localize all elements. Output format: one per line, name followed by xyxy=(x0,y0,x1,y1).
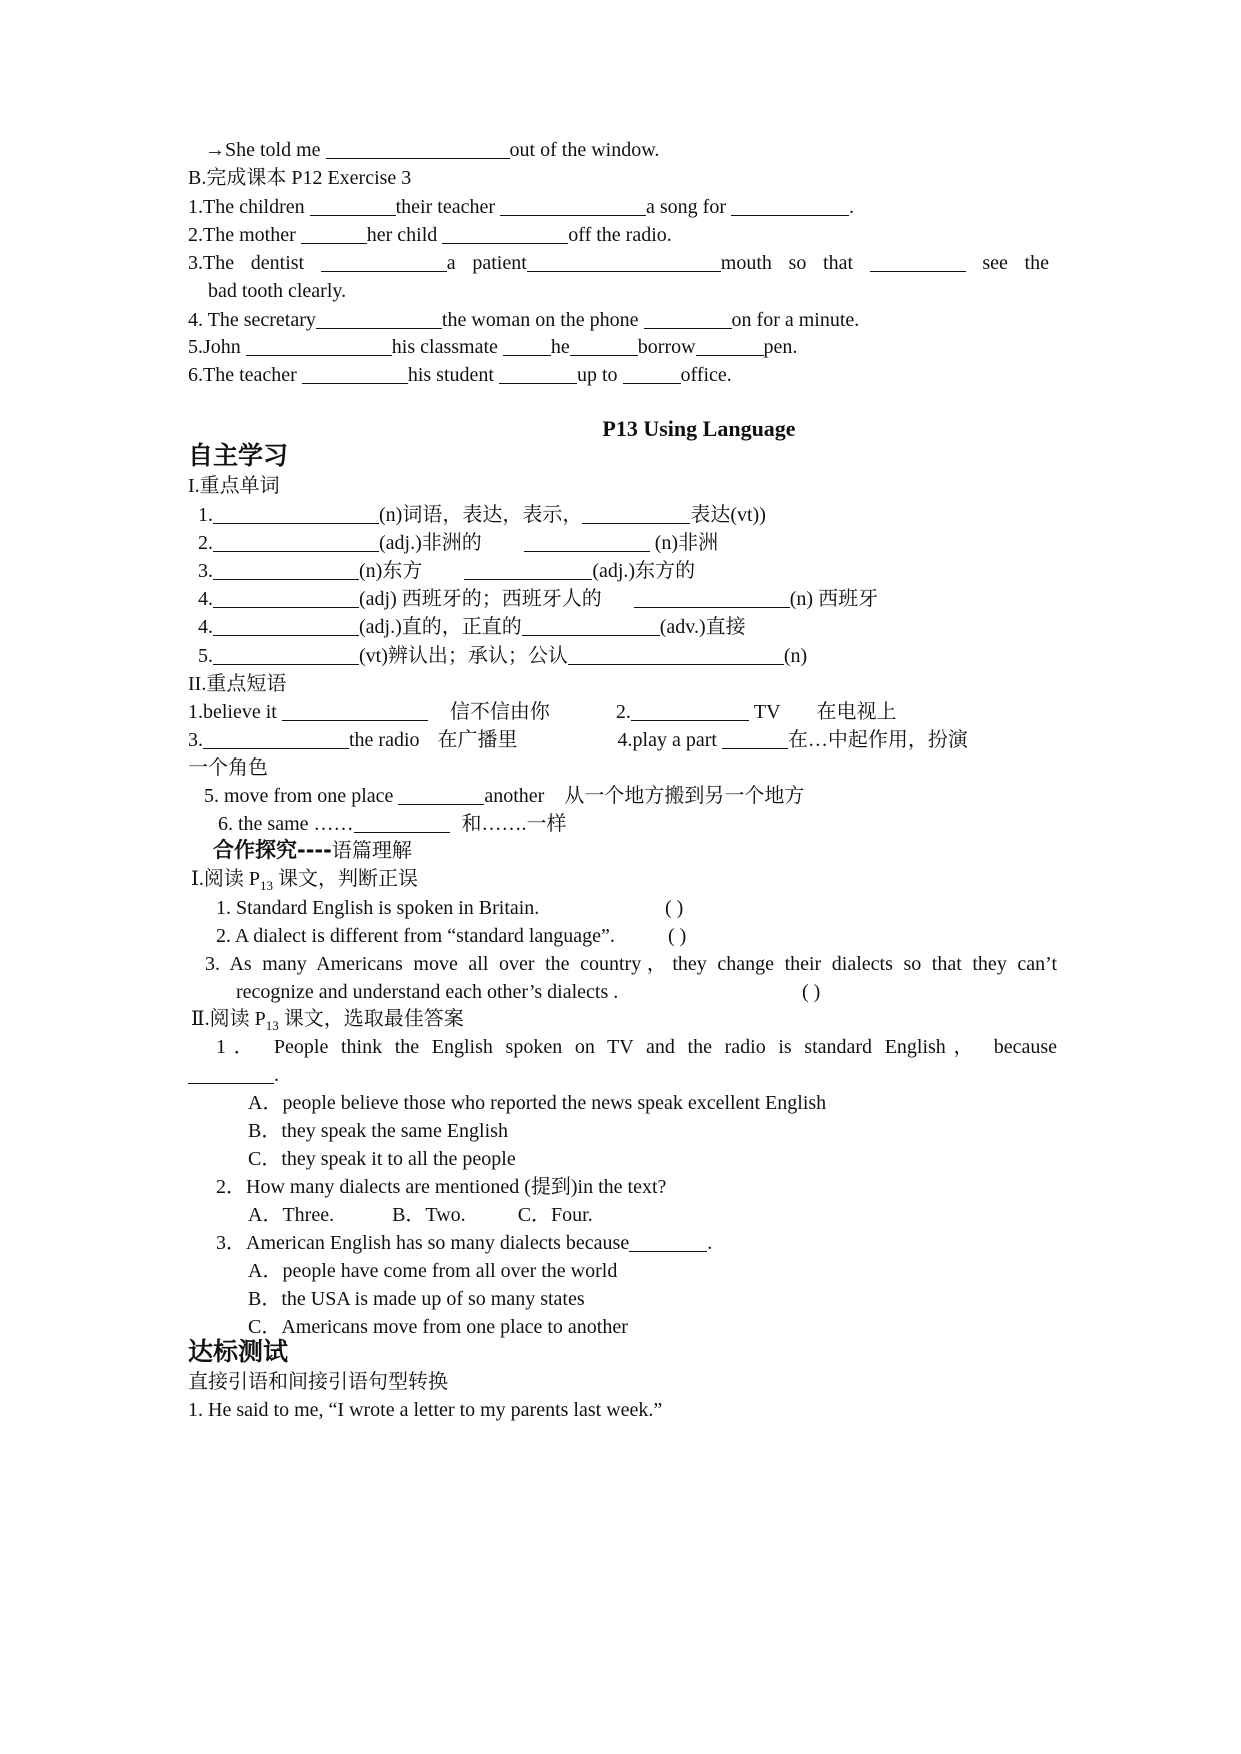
answer-blank[interactable] xyxy=(568,644,784,665)
answer-blank[interactable] xyxy=(582,503,690,524)
exercise-item: 5.John his classmate he borrow pen. xyxy=(188,336,798,358)
answer-blank[interactable] xyxy=(302,363,408,384)
exercise-item: 2.The mother her child off the radio. xyxy=(188,224,672,246)
answer-blank[interactable] xyxy=(503,335,551,356)
answer-blank[interactable] xyxy=(213,615,359,636)
answer-blank[interactable] xyxy=(213,644,359,665)
coop-heading: 合作探究----语篇理解 xyxy=(213,838,412,862)
answer-blank[interactable] xyxy=(246,335,392,356)
true-false-item: 3. As many Americans move all over the country，they change their dialects so that they can’t xyxy=(205,953,1057,975)
self-study-heading: 自主学习 xyxy=(188,441,289,470)
answer-blank[interactable] xyxy=(499,363,577,384)
answer-blank[interactable] xyxy=(722,728,788,749)
phrase-row: 1.believe it 信不信由你 2. TV 在电视上 xyxy=(188,701,897,723)
true-false-item-continued: recognize and understand each other’s dialects . ( ) xyxy=(236,978,1106,1006)
answer-blank[interactable] xyxy=(188,1063,274,1084)
answer-blank[interactable] xyxy=(213,559,359,580)
test-question: 1. He said to me, “I wrote a letter to my parents last week.” xyxy=(188,1399,663,1421)
arrow-sentence: →She told me out of the window. xyxy=(205,139,660,161)
vocab-item: 1. (n)词语，表达，表示， 表达(vt)) xyxy=(198,504,766,526)
option[interactable]: B．Two. xyxy=(392,1204,466,1226)
true-false-heading: Ⅰ.阅读 $P_{13}$ 课文，判断正误 xyxy=(191,868,419,893)
vocab-item: 2. (adj.)非洲的 (n)非洲 xyxy=(198,532,719,554)
answer-blank[interactable] xyxy=(354,812,450,833)
answer-blank[interactable] xyxy=(213,503,379,524)
exercise-item: 3.The dentist a patient mouth so that see the xyxy=(188,252,1049,274)
answer-blank[interactable] xyxy=(524,531,650,552)
answer-blank[interactable] xyxy=(522,615,660,636)
question-2: 2．How many dialects are mentioned (提到)in the text? xyxy=(216,1176,667,1198)
option[interactable]: B．they speak the same English xyxy=(248,1120,508,1142)
answer-blank[interactable] xyxy=(634,587,790,608)
answer-blank[interactable] xyxy=(696,335,764,356)
question-1-blank-line: . xyxy=(188,1061,1058,1089)
vocab-item: 3. (n)东方 (adj.)东方的 xyxy=(198,560,696,582)
section-b-heading: B.完成课本 P12 Exercise 3 xyxy=(188,167,412,189)
vocab-item: 4. (adj) 西班牙的；西班牙人的 (n) 西班牙 xyxy=(198,588,879,610)
key-phrases-heading: II.重点短语 xyxy=(188,673,287,695)
phrase-row: 5. move from one place another 从一个地方搬到另一个地方 xyxy=(204,785,805,807)
answer-blank[interactable] xyxy=(326,138,510,159)
answer-blank[interactable] xyxy=(442,223,568,244)
phrase-row: 6. the same …… 和…….一样 xyxy=(218,813,567,835)
vocab-item: 5. (vt)辨认出；承认；公认 (n) xyxy=(198,645,808,667)
answer-blank[interactable] xyxy=(282,700,428,721)
multiple-choice-heading: Ⅱ.阅读 $P_{13}$ 课文，选取最佳答案 xyxy=(191,1008,464,1033)
option[interactable]: C．Four. xyxy=(517,1204,593,1226)
question-3: 3．American English has so many dialects because . xyxy=(216,1232,713,1254)
option[interactable]: B．the USA is made up of so many states xyxy=(248,1288,585,1310)
answer-blank[interactable] xyxy=(500,195,646,216)
answer-blank[interactable] xyxy=(310,195,396,216)
option[interactable]: A．people have come from all over the world xyxy=(248,1260,618,1282)
answer-blank[interactable] xyxy=(203,728,349,749)
option[interactable]: C．Americans move from one place to another xyxy=(248,1316,628,1338)
option[interactable]: C．they speak it to all the people xyxy=(248,1148,516,1170)
answer-parenthesis[interactable]: ( ) xyxy=(668,925,687,947)
phrase-continued: 一个角色 xyxy=(188,757,268,779)
options-row xyxy=(248,1201,1118,1229)
exercise-item: 6.The teacher his student up to office. xyxy=(188,364,732,386)
test-heading: 达标测试 xyxy=(188,1337,289,1366)
answer-blank[interactable] xyxy=(644,308,732,329)
exercise-item-continued: bad tooth clearly. xyxy=(208,280,347,302)
answer-blank[interactable] xyxy=(301,223,367,244)
true-false-item: 2. A dialect is different from “standard language”. ( ) xyxy=(216,922,1086,950)
answer-parenthesis[interactable]: ( ) xyxy=(802,981,821,1003)
true-false-item: 1. Standard English is spoken in Britain. ( ) xyxy=(216,894,1086,922)
answer-blank[interactable] xyxy=(623,363,681,384)
exercise-item: 4. The secretary the woman on the phone on for a minute. xyxy=(188,309,860,331)
answer-blank[interactable] xyxy=(731,195,849,216)
answer-blank[interactable] xyxy=(464,559,592,580)
answer-blank[interactable] xyxy=(398,784,484,805)
key-words-heading: I.重点单词 xyxy=(188,475,280,497)
answer-blank[interactable] xyxy=(527,251,721,272)
answer-parenthesis[interactable]: ( ) xyxy=(665,897,684,919)
answer-blank[interactable] xyxy=(629,1231,707,1252)
exercise-item: 1.The children their teacher a song for . xyxy=(188,196,854,218)
answer-blank[interactable] xyxy=(631,700,749,721)
question-1: 1． People think the English spoken on TV and the radio is standard English， because xyxy=(216,1036,1057,1058)
answer-blank[interactable] xyxy=(316,308,442,329)
answer-blank[interactable] xyxy=(570,335,638,356)
vocab-item: 4. (adj.)直的，正直的 (adv.)直接 xyxy=(198,616,746,638)
answer-blank[interactable] xyxy=(213,587,359,608)
answer-blank[interactable] xyxy=(213,531,379,552)
section-title: P13 Using Language xyxy=(602,416,796,441)
test-subheading: 直接引语和间接引语句型转换 xyxy=(188,1371,448,1393)
answer-blank[interactable] xyxy=(321,251,447,272)
answer-blank[interactable] xyxy=(870,251,966,272)
phrase-row: 3. the radio 在广播里 4.play a part 在…中起作用，扮演 xyxy=(188,729,968,751)
option[interactable]: A．Three. xyxy=(248,1204,335,1226)
option[interactable]: A．people believe those who reported the news speak excellent English xyxy=(248,1092,827,1114)
